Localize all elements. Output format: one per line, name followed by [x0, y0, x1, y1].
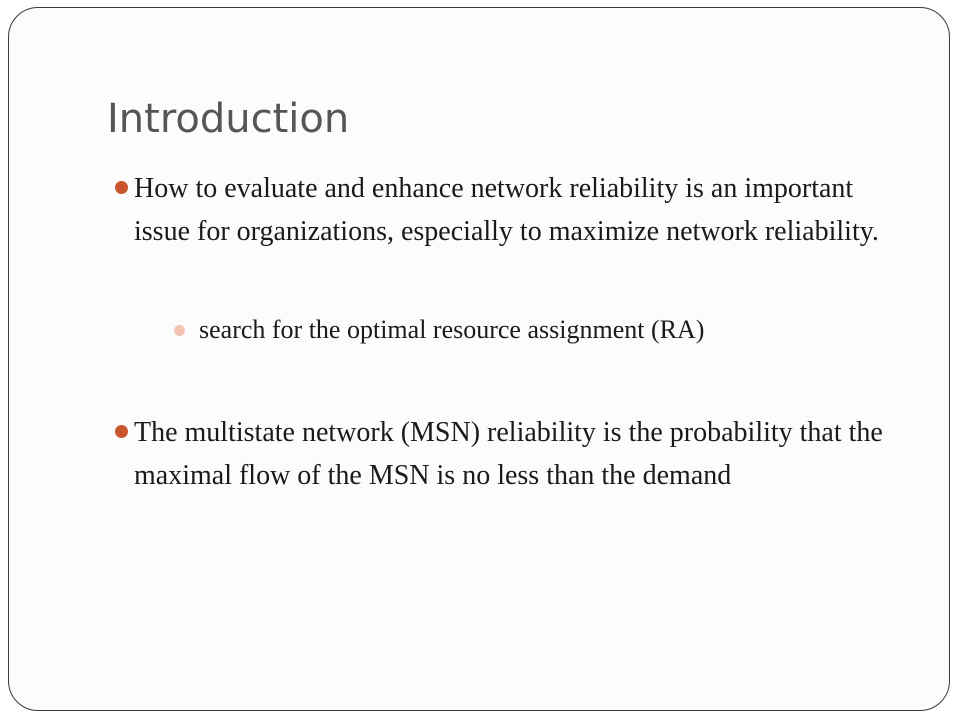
bullet-item — [134, 167, 894, 253]
bullet-text: How to evaluate and enhance network reliability is an important issue for organizations, especially to maximize network reliability. — [134, 173, 879, 247]
slide-title: Introduction — [107, 96, 350, 142]
bullet-item — [134, 411, 894, 497]
bullet-dot-icon — [115, 425, 128, 438]
slide-frame — [8, 7, 950, 711]
sub-bullet-text: search for the optimal resource assignment (RA) — [199, 315, 705, 344]
bullet-dot-icon — [115, 181, 128, 194]
bullet-text: The multistate network (MSN) reliability is the probability that the maximal flow of the MSN is no less than the demand — [134, 417, 883, 491]
sub-bullet-dot-icon — [174, 325, 185, 336]
sub-bullet-item — [199, 311, 899, 349]
